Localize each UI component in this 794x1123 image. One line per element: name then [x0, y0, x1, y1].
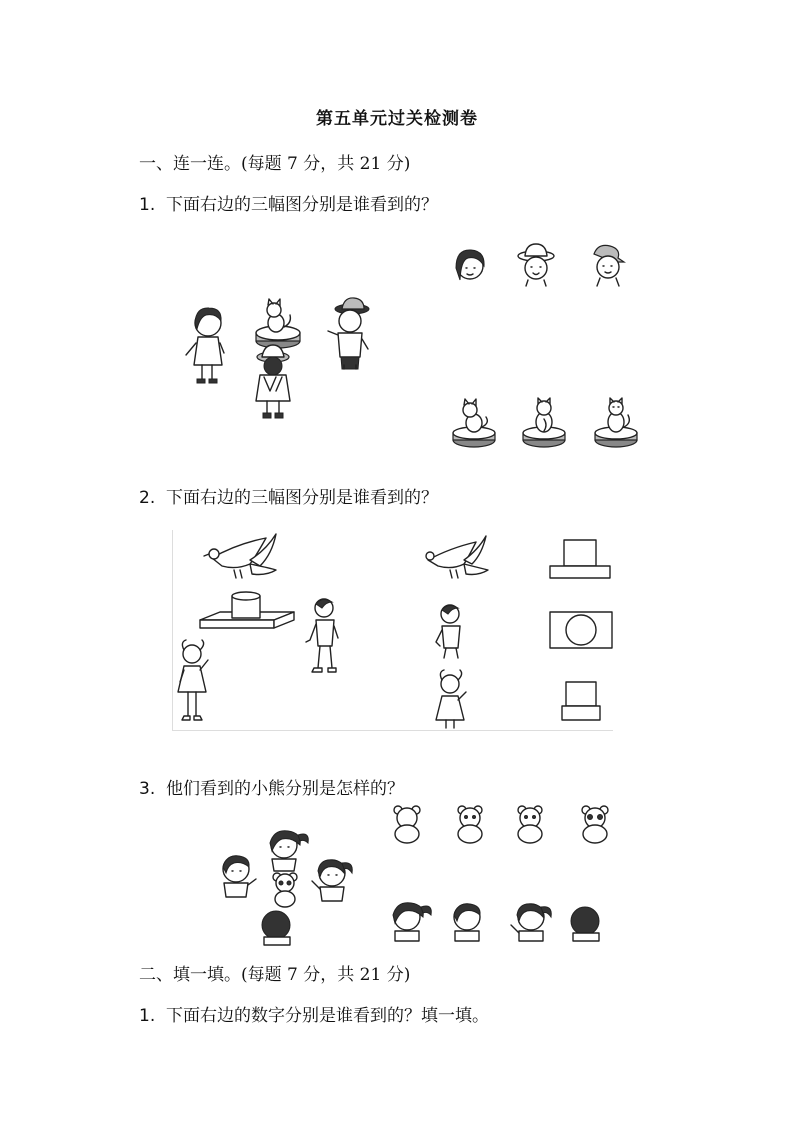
q3-children-options — [385, 895, 615, 945]
question-text: 下面右边的三幅图分别是谁看到的？ — [166, 195, 439, 215]
top-view-shape — [550, 540, 610, 578]
boy-with-cap-figure — [328, 298, 369, 369]
girl-right-figure — [312, 860, 352, 901]
bear-front-view-icon — [582, 806, 608, 843]
cat-on-turntable — [256, 299, 300, 348]
eagle-icon — [426, 536, 488, 578]
bear-side-view-icon-2 — [518, 806, 542, 843]
q1-cat-view-options — [452, 395, 642, 450]
cat-front-view-icon — [595, 398, 637, 447]
bear-back-view-icon — [394, 806, 420, 843]
page-title: 第五单元过关检测卷 — [316, 109, 478, 129]
q2-observer-options — [420, 532, 500, 732]
girl-ponytail-icon — [393, 903, 431, 941]
boy-icon — [454, 904, 480, 941]
boy-back-figure — [262, 911, 290, 945]
girl-head-icon — [456, 250, 484, 280]
section-1-heading: 一、连一连。(每题 7 分，共 21 分) — [139, 154, 411, 174]
boy-with-cap-head-icon — [594, 245, 624, 286]
girl-ponytail-figure — [270, 831, 308, 871]
bear-side-view-icon-1 — [458, 806, 482, 843]
question-number: 2. — [139, 488, 156, 508]
front-view-shape — [550, 612, 612, 648]
boy-icon — [436, 605, 460, 658]
girl-figure — [186, 308, 224, 383]
teddy-bear-figure — [273, 873, 297, 907]
q2-view-options — [546, 538, 616, 728]
question-2 — [139, 483, 438, 508]
q1-head-options — [448, 240, 638, 290]
boy-left-figure — [223, 856, 256, 897]
boy-back-icon — [571, 907, 599, 941]
girl-icon — [436, 670, 466, 728]
cat-back-view-icon — [523, 398, 565, 447]
cat-side-view-icon — [453, 399, 495, 447]
question-4 — [139, 1001, 489, 1026]
question-number: 1. — [139, 1006, 156, 1026]
question-text: 他们看到的小熊分别是怎样的？ — [166, 779, 405, 799]
question-number: 1. — [139, 195, 156, 215]
question-text: 下面右边的三幅图分别是谁看到的？ — [166, 488, 439, 508]
side-view-shape — [562, 682, 600, 720]
question-1 — [139, 190, 438, 215]
boy-with-hat-head-icon — [518, 244, 554, 286]
q1-scene-illustration — [178, 295, 378, 420]
question-text: 下面右边的数字分别是谁看到的？填一填。 — [166, 1006, 490, 1026]
q3-bear-view-options — [388, 800, 618, 848]
girl-pointing-icon — [511, 904, 551, 941]
question-3 — [139, 774, 404, 799]
girl-with-hat-back-figure — [256, 345, 290, 418]
question-number: 3. — [139, 779, 156, 799]
section-2-heading: 二、填一填。(每题 7 分，共 21 分) — [139, 965, 411, 985]
q3-scene-illustration — [220, 825, 360, 945]
